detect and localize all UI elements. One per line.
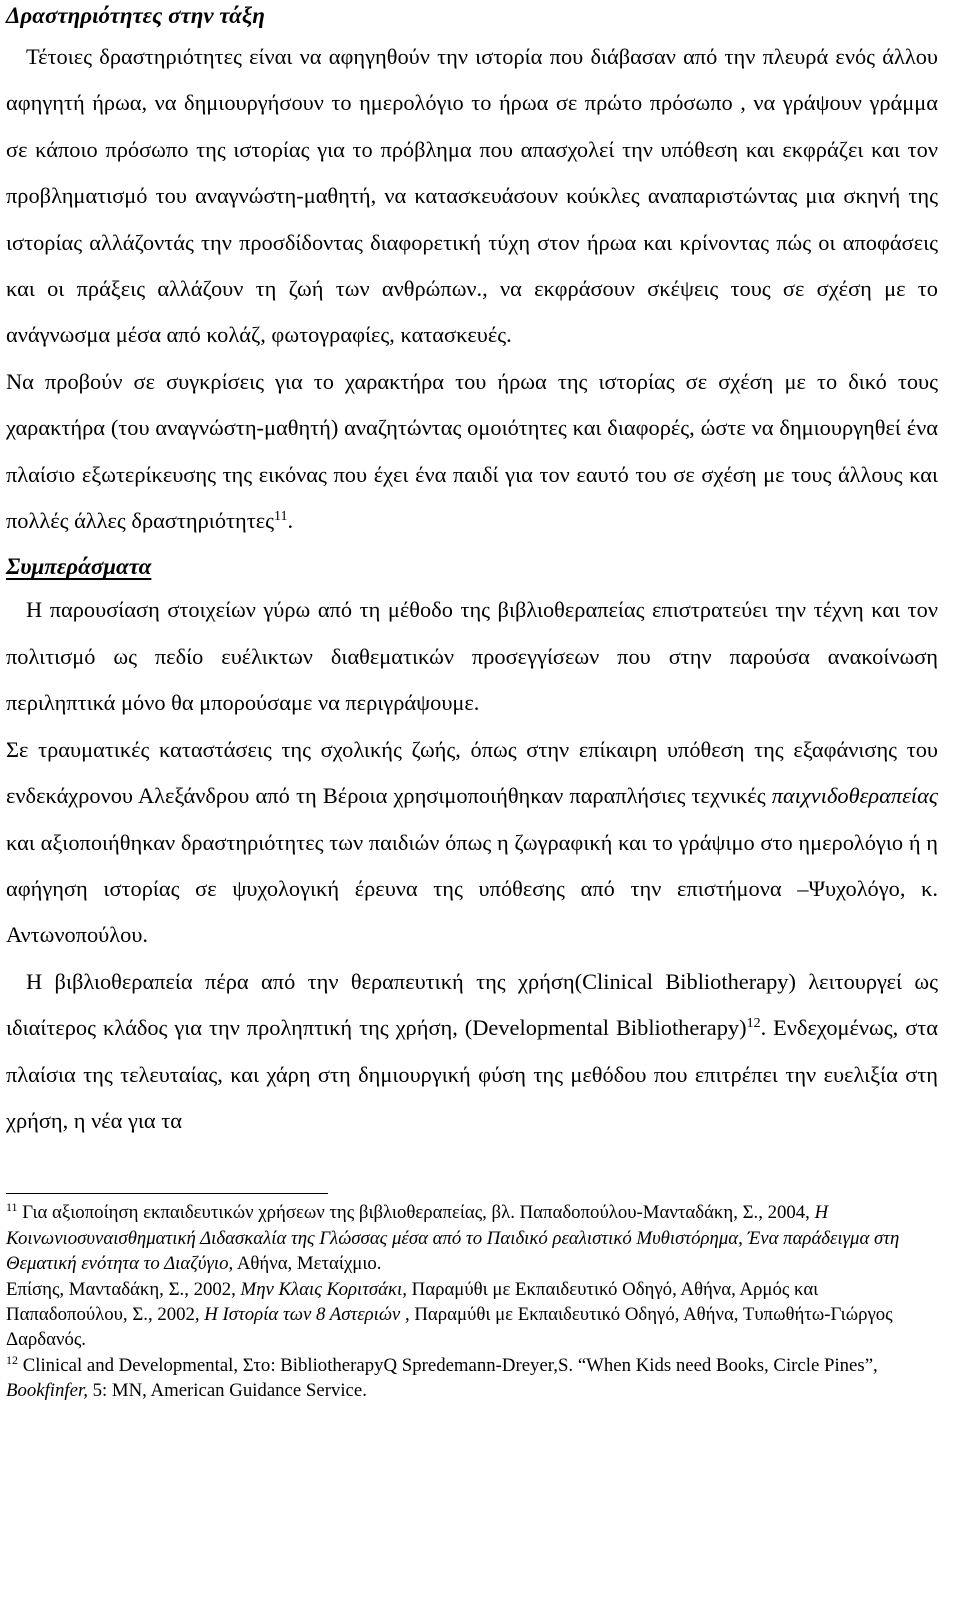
paragraph-text: και αξιοποιήθηκαν δραστηριότητες των παιδιών όπως η ζωγραφική και το γράψιμο στο ημερολόγιο ή η αφήγηση ιστορίας σε ψυχολογική έρευνα της υπόθεσης από την επιστήμονα –Ψυχολόγο, κ. Αντωνοπούλου.: [6, 829, 938, 948]
section-activities-body: [6, 34, 938, 544]
footnotes: [6, 1200, 938, 1403]
footnote-12: [6, 1353, 938, 1404]
section-heading-conclusions: Συμπεράσματα: [6, 554, 152, 580]
paragraph-conclusions-2: [6, 727, 938, 959]
paragraph-activities-2: [6, 359, 938, 545]
paragraph-text: . Ενδεχομένως, στα πλαίσια της τελευταίας, και χάρη στη δημιουργική φύση της μεθόδου που επιτρέπει την ευελιξία στη χρήση, η νέα για τα: [6, 1015, 938, 1133]
footnote-text: Για αξιοποίηση εκπαιδευτικών χρήσεων της βιβλιοθεραπείας, βλ. Παπαδοπούλου-Μανταδάκη, Σ., 2004,: [17, 1202, 815, 1224]
italic-term: παιχνιδοθεραπείας: [771, 783, 938, 809]
paragraph-text: Τέτοιες δραστηριότητες είναι να αφηγηθούν την ιστορία που διάβασαν από την πλευρά ενός άλλου αφηγητή ήρωα, να δημιουργήσουν το ημερολόγιο το ήρωα σε πρώτο πρόσωπο , να γράψουν γράμμα σε κάποιο πρόσωπο της ιστορίας για το πρόβλημα που απασχολεί την υπόθεση και εκφράζει και τον προβληματισμό του αναγνώστη-μαθητή, να κατασκευάσουν κούκλες αναπαριστώντας μια σκηνή της ιστορίας αλλάζοντάς την προσδίδοντας διαφορετική τύχη στον ήρωα και κρίνοντας πώς οι αποφάσεις και οι πράξεις αλλάζουν τη ζωή των ανθρώπων., να εκφράσουν σκέψεις τους σε σχέση με το ανάγνωσμα μέσα από κολάζ, φωτογραφίες, κατασκευές.: [6, 44, 938, 348]
footnote-11: [6, 1200, 938, 1276]
footnote-11-continued: [6, 1277, 938, 1353]
section-conclusions-body: [6, 587, 938, 1144]
footnote-text: Επίσης, Μανταδάκη, Σ., 2002,: [6, 1278, 241, 1300]
paragraph-conclusions-1: [6, 587, 938, 726]
footnote-text: Clinical and Developmental, Στο: BibliotherapyQ Spredemann-Dreyer,S. “When Kids need Books, Circle Pines”,: [18, 1354, 878, 1376]
footnote-text: , Αθήνα, Μεταίχμιο.: [228, 1253, 382, 1275]
paragraph-text: Σε τραυματικές καταστάσεις της σχολικής ζωής, όπως στην επίκαιρη υπόθεση της εξαφάνισης του ενδεκάχρονου Αλεξάνδρου από τη Βέροια χρησιμοποιήθηκαν παραπλήσιες τεχνικές: [6, 736, 938, 809]
footnote-italic-title: Η Κοινωνιοσυναισθηματική Διδασκαλία της Γλώσσας μέσα από το Παιδικό ρεαλιστικό Μυθιστόρημα, Ένα παράδειγμα στη Θεματική ενότητα το Διαζύγιο: [6, 1202, 900, 1275]
paragraph-text: Η παρουσίαση στοιχείων γύρω από τη μέθοδο της βιβλιοθεραπείας επιστρατεύει την τέχνη και τον πολιτισμό ως πεδίο ευέλικτων διαθεματικών προσεγγίσεων που στην παρούσα ανακοίνωση περιληπτικά μόνο θα μπορούσαμε να περιγράψουμε.: [6, 597, 938, 716]
footnote-ref-11[interactable]: 11: [274, 509, 288, 525]
footnote-text: Παραμύθι με Εκπαιδευτικό Οδηγό, Αθήνα, Αρμός και Παπαδοπούλου, Σ., 2002,: [6, 1278, 819, 1325]
footnote-ref-12[interactable]: 12: [746, 1016, 761, 1032]
paragraph-text: Να προβούν σε συγκρίσεις για το χαρακτήρα του ήρωα της ιστορίας σε σχέση με το δικό τους χαρακτήρα (του αναγνώστη-μαθητή) αναζητώντας ομοιότητες και διαφορές, ώστε να δημιουργηθεί ένα πλαίσιο εξωτερίκευσης της εικόνας που έχει ένα παιδί για τον εαυτό του σε σχέση με τους άλλους και πολλές άλλες δραστηριότητες: [6, 368, 938, 534]
paragraph-end: .: [287, 508, 294, 534]
footnote-text: 5: MN, American Guidance Service.: [87, 1380, 367, 1402]
paragraph-activities-1: [6, 34, 938, 359]
footnote-separator: [6, 1193, 328, 1194]
paragraph-text: Η βιβλιοθεραπεία πέρα από την θεραπευτική της χρήση(Clinical Bibliotherapy) λειτουργεί ως ιδιαίτερος κλάδος για την προληπτική της χρήση, (Developmental Bibliotherapy): [6, 968, 938, 1041]
footnote-italic-title: Μην Κλαις Κοριτσάκι,: [240, 1278, 407, 1300]
footnote-italic-title: Η Ιστορία των 8 Αστεριών: [204, 1303, 401, 1325]
footnote-number: 12: [6, 1352, 18, 1367]
footnote-number: 11: [6, 1200, 18, 1215]
section-heading-activities: Δραστηριότητες στην τάξη: [6, 3, 265, 28]
paragraph-conclusions-3: [6, 959, 938, 1145]
footnote-italic-title: Bookfinfer,: [6, 1380, 88, 1402]
footnote-text: , Παραμύθι με Εκπαιδευτικό Οδηγό, Αθήνα, Τυπωθήτω-Γιώργος Δαρδανός.: [6, 1303, 893, 1351]
